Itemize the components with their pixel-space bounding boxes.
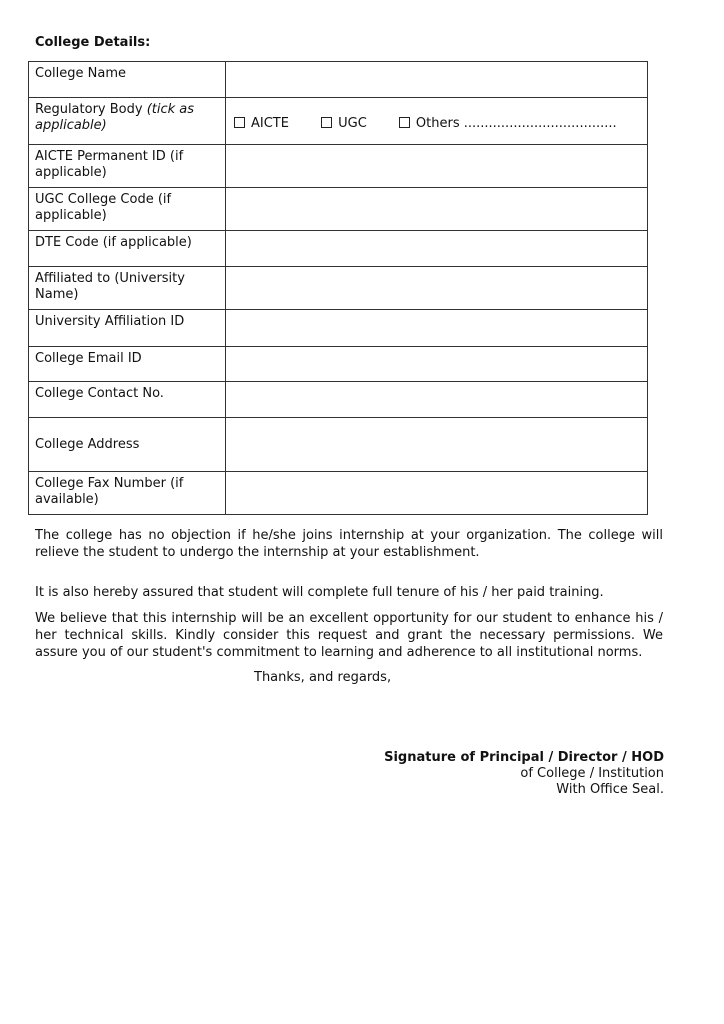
table-row <box>29 145 648 188</box>
signature-line-2: of College / Institution <box>520 766 664 781</box>
closing-text: Thanks, and regards, <box>254 670 392 685</box>
option-ugc[interactable] <box>321 116 367 132</box>
option-aicte-label: AICTE <box>251 116 289 131</box>
contact-label: College Contact No. <box>29 382 226 418</box>
ugc-code-field[interactable] <box>226 188 648 231</box>
college-details-table <box>28 61 648 515</box>
fax-label: College Fax Number (if available) <box>29 472 226 515</box>
college-name-field[interactable] <box>226 62 648 98</box>
table-row <box>29 418 648 472</box>
checkbox-others[interactable] <box>399 117 410 128</box>
regulatory-body-label-text: Regulatory Body <box>35 102 147 117</box>
email-field[interactable] <box>226 347 648 382</box>
dte-code-label: DTE Code (if applicable) <box>29 231 226 267</box>
aicte-id-label: AICTE Permanent ID (if applicable) <box>29 145 226 188</box>
option-others-label: Others ..................................... <box>415 116 617 131</box>
table-row <box>29 188 648 231</box>
paragraph-opportunity: We believe that this internship will be an excellent opportunity for our student to enhance his / her technical skills. Kindly consider this request and grant the necessary permissions. We assure you of our student's commitment to learning and adherence to all institutional norms. <box>35 611 663 660</box>
section-heading: College Details: <box>35 35 151 50</box>
college-name-label: College Name <box>29 62 226 98</box>
fax-field[interactable] <box>226 472 648 515</box>
regulatory-body-label-note: (tick as applicable) <box>35 102 195 133</box>
dte-code-field[interactable] <box>226 231 648 267</box>
table-row <box>29 310 648 347</box>
table-row <box>29 98 648 145</box>
contact-field[interactable] <box>226 382 648 418</box>
table-row <box>29 382 648 418</box>
affiliation-id-field[interactable] <box>226 310 648 347</box>
signature-block <box>384 750 664 798</box>
affiliated-to-field[interactable] <box>226 267 648 310</box>
paragraph-assurance: It is also hereby assured that student will complete full tenure of his / her paid training. <box>35 585 604 600</box>
email-label: College Email ID <box>29 347 226 382</box>
table-row <box>29 231 648 267</box>
aicte-id-field[interactable] <box>226 145 648 188</box>
option-aicte[interactable] <box>234 116 289 132</box>
address-label: College Address <box>29 418 226 472</box>
paragraph-no-objection: The college has no objection if he/she joins internship at your organization. The college will relieve the student to undergo the internship at your establishment. <box>35 528 663 560</box>
signature-title: Signature of Principal / Director / HOD <box>384 750 664 765</box>
option-ugc-label: UGC <box>338 116 367 131</box>
affiliation-id-label: University Affiliation ID <box>29 310 226 347</box>
option-others[interactable] <box>399 116 617 132</box>
ugc-code-label: UGC College Code (if applicable) <box>29 188 226 231</box>
address-field[interactable] <box>226 418 648 472</box>
signature-line-3: With Office Seal. <box>556 782 664 797</box>
table-row <box>29 347 648 382</box>
checkbox-ugc[interactable] <box>321 117 332 128</box>
table-row <box>29 62 648 98</box>
affiliated-to-label: Affiliated to (University Name) <box>29 267 226 310</box>
regulatory-body-field <box>226 98 648 145</box>
table-row <box>29 267 648 310</box>
regulatory-body-label <box>29 98 226 145</box>
checkbox-aicte[interactable] <box>234 117 245 128</box>
table-row <box>29 472 648 515</box>
regulatory-body-options <box>226 98 647 133</box>
